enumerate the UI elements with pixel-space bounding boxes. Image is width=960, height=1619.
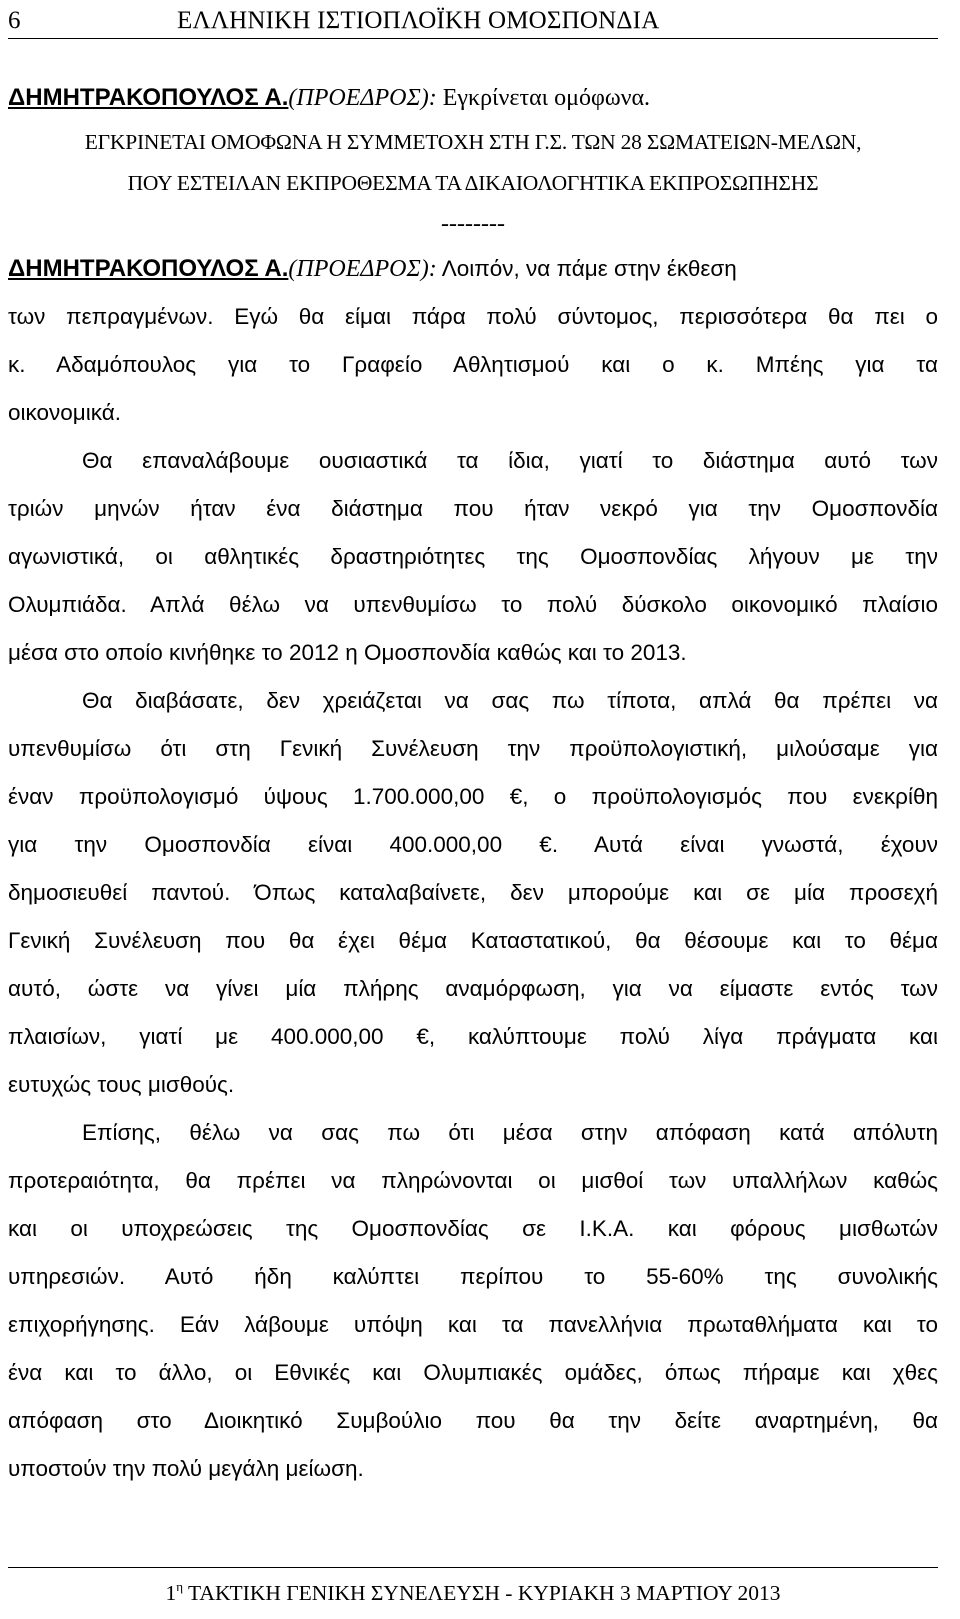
- text-line: Θα διαβάσατε, δεν χρειάζεται να σας πω τίποτα, απλά θα πρέπει να: [82, 688, 938, 713]
- separator: --------: [441, 211, 505, 237]
- page-number: 6: [8, 7, 21, 34]
- speaker-role: (ΠΡΟΕΔΡΟΣ):: [288, 85, 437, 111]
- text-line: κ. Αδαμόπουλος για το Γραφείο Αθλητισμού και ο κ. Μπέης για τα: [8, 352, 938, 377]
- speaker-statement: [8, 74, 938, 122]
- resolution-line: ΕΓΚΡΙΝΕΤΑΙ ΟΜΟΦΩΝΑ Η ΣΥΜΜΕΤΟΧΗ ΣΤΗ Γ.Σ. ΤΩΝ 28 ΣΩΜΑΤΕΙΩΝ-ΜΕΛΩΝ,: [84, 130, 862, 154]
- speaker-role: (ΠΡΟΕΔΡΟΣ):: [288, 256, 437, 282]
- text-line: έναν προϋπολογισμό ύψους 1.700.000,00 €, ο προϋπολογισμός που ενεκρίθη: [8, 784, 938, 809]
- paragraph: [8, 1109, 938, 1493]
- page-footer: [8, 1567, 938, 1612]
- text-line: πλαισίων, γιατί με 400.000,00 €, καλύπτουμε πολύ λίγα πράγματα και: [8, 1024, 938, 1049]
- text-line: υπενθυμίσω ότι στη Γενική Συνέλευση την προϋπολογιστική, μιλούσαμε για: [8, 736, 938, 761]
- text-line: Θα επαναλάβουμε ουσιαστικά τα ίδια, γιατί το διάστημα αυτό των: [82, 448, 938, 473]
- text-line: ευτυχώς τους μισθούς.: [8, 1072, 235, 1097]
- paragraph: [8, 677, 938, 1109]
- speaker-statement: [8, 245, 938, 293]
- text-line: δημοσιευθεί παντού. Όπως καταλαβαίνετε, δεν μπορούμε και σε μία προσεχή: [8, 880, 938, 905]
- text-line: Γενική Συνέλευση που θα έχει θέμα Καταστατικού, θα θέσουμε και το θέμα: [8, 928, 938, 953]
- speaker-name: ΔΗΜΗΤΡΑΚΟΠΟΥΛΟΣ Α.: [8, 84, 289, 111]
- text-line: απόφαση στο Διοικητικό Συμβούλιο που θα την δείτε αναρτημένη, θα: [8, 1408, 938, 1433]
- text-line: των πεπραγμένων. Εγώ θα είμαι πάρα πολύ σύντομος, περισσότερα θα πει ο: [8, 304, 938, 329]
- speaker-name: ΔΗΜΗΤΡΑΚΟΠΟΥΛΟΣ Α.: [8, 255, 289, 282]
- text-line: Ολυμπιάδα. Απλά θέλω να υπενθυμίσω το πολύ δύσκολο οικονομικό πλαίσιο: [8, 592, 938, 617]
- text-line: υποστούν την πολύ μεγάλη μείωση.: [8, 1456, 364, 1481]
- footer-number: 1: [165, 1581, 177, 1605]
- statement-text: Εγκρίνεται ομόφωνα.: [436, 85, 651, 111]
- text-line: προτεραιότητα, θα πρέπει να πληρώνονται οι μισθοί των υπαλλήλων καθώς: [8, 1168, 938, 1193]
- header-title: ΕΛΛΗΝΙΚΗ ΙΣΤΙΟΠΛΟΪΚΗ ΟΜΟΣΠΟΝΔΙΑ: [177, 7, 660, 34]
- resolution-line: ΠΟΥ ΕΣΤΕΙΛΑΝ ΕΚΠΡΟΘΕΣΜΑ ΤΑ ΔΙΚΑΙΟΛΟΓΗΤΙΚΑ ΕΚΠΡΟΣΩΠΗΣΗΣ: [127, 171, 819, 195]
- text-line: μέσα στο οποίο κινήθηκε το 2012 η Ομοσπονδία καθώς και το 2013.: [8, 640, 687, 665]
- text-line: τριών μηνών ήταν ένα διάστημα που ήταν νεκρό για την Ομοσπονδία: [8, 496, 938, 521]
- footer-text: ΤΑΚΤΙΚΗ ΓΕΝΙΚΗ ΣΥΝΕΛΕΥΣΗ - ΚΥΡΙΑΚΗ 3 ΜΑΡΤΙΟΥ 2013: [183, 1581, 781, 1605]
- text-line: και οι υποχρεώσεις της Ομοσπονδίας σε Ι.Κ.Α. και φόρους μισθωτών: [8, 1216, 938, 1241]
- page-header: [8, 4, 938, 39]
- text-line: υπηρεσιών. Αυτό ήδη καλύπτει περίπου το 55-60% της συνολικής: [8, 1264, 938, 1289]
- text-line: αυτό, ώστε να γίνει μία πλήρης αναμόρφωση, για να είμαστε εντός των: [8, 976, 938, 1001]
- text-line: ένα και το άλλο, οι Εθνικές και Ολυμπιακές ομάδες, όπως πήραμε και χθες: [8, 1360, 938, 1385]
- text-line: Επίσης, θέλω να σας πω ότι μέσα στην απόφαση κατά απόλυτη: [82, 1120, 938, 1145]
- text-line: επιχορήγησης. Εάν λάβουμε υπόψη και τα πανελλήνια πρωταθλήματα και το: [8, 1312, 938, 1337]
- paragraph: [8, 437, 938, 677]
- document-body: [8, 74, 938, 1493]
- text-line: για την Ομοσπονδία είναι 400.000,00 €. Αυτά είναι γνωστά, έχουν: [8, 832, 938, 857]
- footer-superscript: η: [176, 1579, 184, 1594]
- text-line: αγωνιστικά, οι αθλητικές δραστηριότητες της Ομοσπονδίας λήγουν με την: [8, 544, 938, 569]
- statement-text: Λοιπόν, να πάμε στην έκθεση: [436, 256, 737, 281]
- text-line: οικονομικά.: [8, 400, 121, 425]
